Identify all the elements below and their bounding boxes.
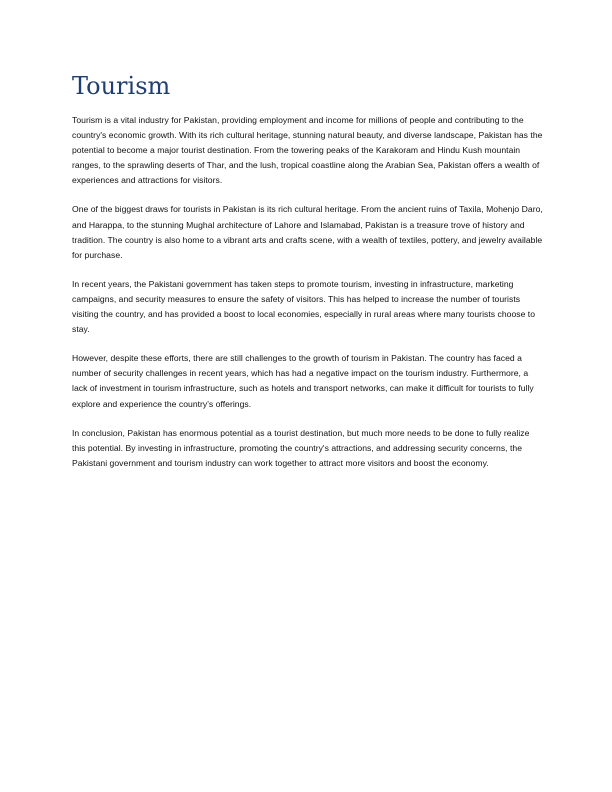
- paragraph-conclusion: In conclusion, Pakistan has enormous potential as a tourist destination, but much more needs to be done to fully realize this potential. By investing in infrastructure, promoting the country's attractions, and addressing security concerns, the Pakistani government and tourism industry can work together to attract more visitors and boost the economy.: [72, 427, 530, 468]
- paragraph-cultural-heritage: One of the biggest draws for tourists in Pakistan is its rich cultural heritage. From the ancient ruins of Taxila, Mohenjo Daro, and Harappa, to the stunning Mughal architecture of Lahore and Islamabad, Pakistan is a treasure trove of history and tradition. The country is also home to a vibrant arts and crafts scene, with a wealth of textiles, pottery, and jewelry available for purchase.: [72, 204, 543, 260]
- document-title: Tourism: [72, 72, 171, 100]
- paragraph-intro: Tourism is a vital industry for Pakistan, providing employment and income for millions of people and contributing to the country's economic growth. With its rich cultural heritage, stunning natural beauty, and diverse landscape, Pakistan has the potential to become a major tourist destination. From the towering peaks of the Karakoram and Hindu Kush mountain ranges, to the sprawling deserts of Thar, and the lush, tropical coastline along the Arabian Sea, Pakistan offers a wealth of experiences and attractions for visitors.: [72, 115, 543, 186]
- paragraph-government-steps: In recent years, the Pakistani government has taken steps to promote tourism, investing in infrastructure, marketing campaigns, and security measures to ensure the safety of visitors. This has helped to increase the number of tourists visiting the country, and has provided a boost to local economies, especially in rural areas where many tourists choose to stay.: [72, 278, 536, 335]
- document-body: [72, 113, 544, 485]
- paragraph-challenges: However, despite these efforts, there are still challenges to the growth of tourism in Pakistan. The country has faced a number of security challenges in recent years, which has had a negative impact on the tourism industry. Furthermore, a lack of investment in tourism infrastructure, such as hotels and transport networks, can make it difficult for tourists to fully explore and experience the country's offerings.: [72, 353, 534, 409]
